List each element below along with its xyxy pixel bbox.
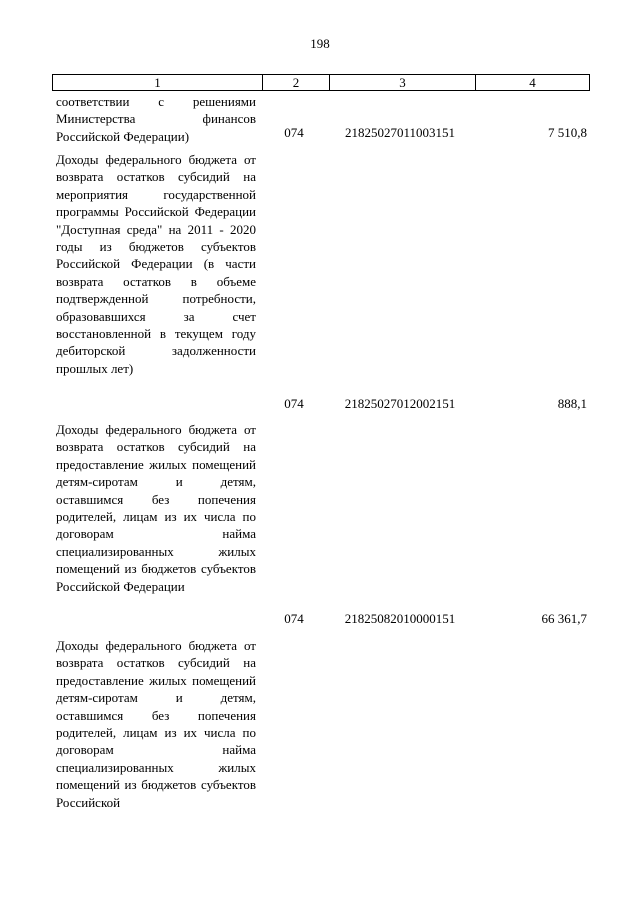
row-1-admin-code: 074 bbox=[284, 125, 304, 140]
row-2-budget-code: 21825027012002151 bbox=[344, 396, 456, 411]
column-header-4: 4 bbox=[529, 75, 536, 90]
row-2-description: Доходы федерального бюджета от возврата остатков субсидий на мероприятия государственной программы Российской Федерации "Доступная среда" на 2011 - 2020 годы из бюджетов субъектов Российской Федерации (в части возврата остатков в объеме подтвержденной потребности, образовавшихся за счет восстановленной в текущем году дебиторской задолженности прошлых лет) bbox=[56, 152, 256, 376]
row-2-admin-code: 074 bbox=[284, 396, 304, 411]
page-number: 198 bbox=[310, 36, 330, 51]
row-3-amount: 66 361,7 bbox=[541, 611, 587, 626]
row-3-description: Доходы федерального бюджета от возврата остатков субсидий на предоставление жилых помещений детям-сиротам и детям, оставшимся без попечения родителей, лицам из их числа по договорам найма специализированных жилых помещений из бюджетов субъектов Российской Федерации bbox=[56, 422, 256, 594]
row-1-amount: 7 510,8 bbox=[548, 125, 587, 140]
row-1-budget-code: 21825027011003151 bbox=[344, 125, 456, 140]
column-header-2: 2 bbox=[292, 75, 300, 90]
row-3-budget-code: 21825082010000151 bbox=[344, 611, 456, 626]
column-header-3: 3 bbox=[399, 75, 406, 90]
column-header-1: 1 bbox=[154, 75, 161, 90]
row-4-description: Доходы федерального бюджета от возврата остатков субсидий на предоставление жилых помещений детям-сиротам и детям, оставшимся без попечения родителей, лицам из их числа по договорам найма специализированных жилых помещений из бюджетов субъектов Российской bbox=[56, 638, 256, 810]
row-1-description: соответствии с решениями Министерства финансов Российской Федерации) bbox=[56, 94, 256, 144]
row-2-amount: 888,1 bbox=[557, 396, 587, 411]
row-3-admin-code: 074 bbox=[284, 611, 304, 626]
table-header-row bbox=[52, 74, 590, 91]
